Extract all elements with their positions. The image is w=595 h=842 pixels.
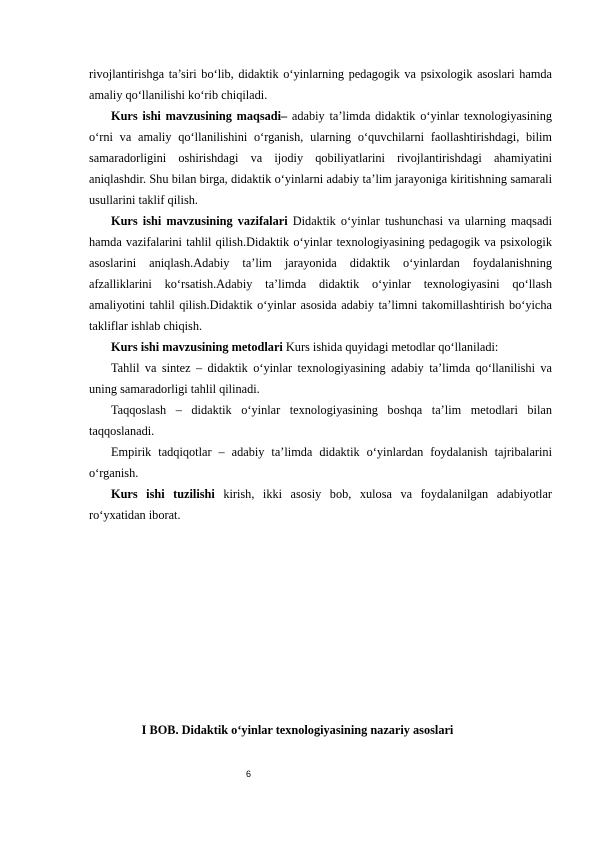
paragraph-text: Tahlil va sintez – didaktik o‘yinlar texnologiyasining adabiy ta’limda qo‘llanilishi va uning samaradorligi tahlil qilinadi. (89, 361, 552, 396)
paragraph-heading: Kurs ishi mavzusining metodlari (111, 340, 283, 354)
paragraph-goal (89, 106, 552, 211)
paragraph-method-empirical (89, 442, 552, 484)
paragraph-methods (89, 337, 552, 358)
paragraph-tasks (89, 211, 552, 337)
page-number: 6 (246, 769, 252, 779)
paragraph-text: kirish, ikki asosiy bob, xulosa va foydalanilgan adabiyotlar ro‘yxatidan iborat. (89, 487, 553, 522)
paragraph-text: Taqqoslash – didaktik o‘yinlar texnologiyasining boshqa ta’lim metodlari bilan taqqoslanadi. (89, 403, 552, 438)
paragraph-method-comparison (89, 400, 552, 442)
paragraph-heading: Kurs ishi mavzusining maqsadi– (111, 109, 288, 123)
paragraph-intro-continuation (89, 64, 552, 106)
chapter-heading: I BOB. Didaktik o‘yinlar texnologiyasining nazariy asoslari (141, 723, 454, 737)
paragraph-text: rivojlantirishga ta’siri bo‘lib, didaktik o‘yinlarning pedagogik va psixologik asoslari hamda amaliy qo‘llanilishi ko‘rib chiqiladi. (89, 67, 552, 102)
paragraph-text: Empirik tadqiqotlar – adabiy ta’limda didaktik o‘yinlardan foydalanish tajribalarini o‘rganish. (89, 445, 552, 480)
paragraph-text: Kurs ishida quyidagi metodlar qo‘llaniladi: (282, 340, 499, 354)
paragraph-text: Didaktik o‘yinlar tushunchasi va ularning maqsadi hamda vazifalarini tahlil qilish.Didaktik o‘yinlar texnologiyasining pedagogik va psixologik asoslarini aniqlash.Adabiy ta’lim jarayonida didaktik o‘yinlardan foydalanishning afzalliklarini ko‘rsatish.Adabiy ta’limda didaktik o‘yinlar texnologiyasini qo‘llash amaliyotini tahlil qilish.Didaktik o‘yinlar asosida adabiy ta’limni takomillashtirish bo‘yicha takliflar ishlab chiqish. (89, 214, 552, 333)
paragraph-heading: Kurs ishi tuzilishi (111, 487, 215, 501)
paragraph-heading: Kurs ishi mavzusining vazifalari (111, 214, 288, 228)
body-text (89, 64, 552, 526)
paragraph-text: adabiy ta’limda didaktik o‘yinlar texnologiyasining o‘rni va amaliy qo‘llanilishini o‘rganish, ularning o‘quvchilarni faollashtirishdagi, bilim samaradorligini oshirishdagi va ijodiy qobiliyatlarini rivojlantirishdagi ahamiyatini aniqlashdir. Shu bilan birga, didaktik o‘yinlarni adabiy ta’lim jarayoniga kiritishning samarali usullarini taklif qilish. (89, 109, 552, 207)
paragraph-structure (89, 484, 552, 526)
paragraph-method-analysis (89, 358, 552, 400)
